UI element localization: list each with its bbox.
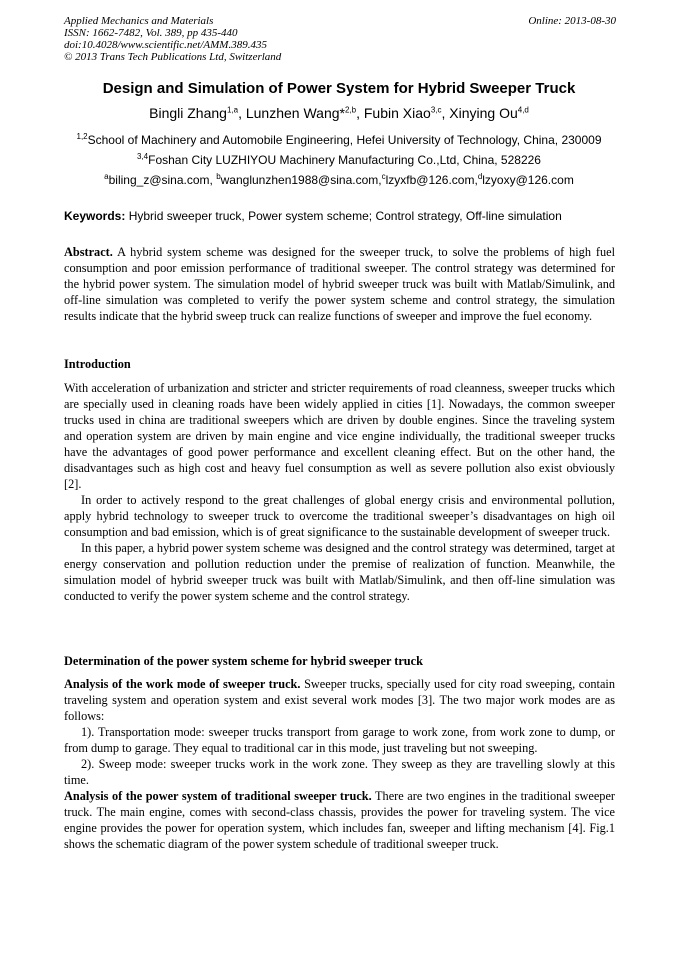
determination-body [64,676,615,852]
introduction-body [64,380,615,604]
paragraph: With acceleration of urbanization and stricter and stricter requirements of road cleanness, sweeper trucks which are specially used in cleaning roads have been widely applied in cities [1]. Nowadays, the common sweeper trucks used in china are traditional sweepers which are driven by double engines. Since the traveling system and operation system are driven by main engine and vice engine individually, the traditional sweeper trucks have the advantages of good power performance and excellent cleaning effect. But on the other hand, the disadvantages such as high cost and heavy fuel consumption as well as severe pollution also exist obviously [2]. [64,381,615,491]
paragraph: Analysis of the power system of traditional sweeper truck. There are two engines in the traditional sweeper truck. The main engine, comes with second-class chassis, provides the power for traveling system. The vice engine provides the power for operation system, which includes fan, sweeper and lifting mechanism [4]. Fig.1 shows the schematic diagram of the power system schedule of traditional sweeper truck. [64,789,616,851]
section-heading-introduction: Introduction [64,357,131,371]
email-list: $^a$biling_z@sina.com, $^b$wanglunzhen1988@sina.com,$^c$lzyxfb@126.com,$^d$lzyoxy@126.com [104,172,574,187]
paragraph: In this paper, a hybrid power system scheme was designed and the control strategy was determined, target at energy conservation and pollution reduction under the premise of realization of function. Meanwhile, the simulation model of hybrid sweeper truck was built with Matlab/Simulink, and then off-line simulation was conducted to verify the power system scheme and the control strategy. [64,541,615,603]
author: Fubin Xiao$^{3,c}$, [363,105,450,121]
journal-name: Applied Mechanics and Materials [64,15,214,27]
affiliation: $^{3,4}$Foshan City LUZHIYOU Machinery Manufacturing Co.,Ltd, China, 528226 [137,152,541,167]
abstract [64,244,615,324]
copyright-line: © 2013 Trans Tech Publications Ltd, Switzerland [64,51,282,63]
online-date: Online: 2013-08-30 [528,15,616,27]
list-item: 2). Sweep mode: sweeper trucks work in the work zone. They sweep as they are travelling slowly at this time. [64,757,615,787]
affiliation: $^{1,2}$School of Machinery and Automobile Engineering, Hefei University of Technology, China, 230009 [76,132,602,147]
paper-title: Design and Simulation of Power System for Hybrid Sweeper Truck [102,80,576,97]
paragraph: In order to actively respond to the great challenges of global energy crisis and environmental pollution, apply hybrid technology to sweeper truck to overcome the traditional sweeper’s disadvantages on high oil consumption and bad emission, which is of great significance to the sustainable development of sweeper truck. [64,493,615,539]
author: Bingli Zhang$^{1,a}$, [149,105,246,121]
paragraph: Analysis of the work mode of sweeper truck. Sweeper trucks, specially used for city road sweeping, contain traveling system and operation system and exist several work modes [3]. The two major work modes are as follows: [64,677,615,723]
doi-line: doi:10.4028/www.scientific.net/AMM.389.435 [64,39,267,51]
page-header [64,15,616,63]
author: Lunzhen Wang*$^{2,b}$, [245,105,364,121]
keywords-text: Hybrid sweeper truck, Power system scheme; Control strategy, Off-line simulation [128,209,562,223]
issn-line: ISSN: 1662-7482, Vol. 389, pp 435-440 [64,27,238,39]
keywords [64,209,562,223]
keywords-label: Keywords: [64,209,126,223]
abstract-label: Abstract. [64,245,113,259]
list-item: 1). Transportation mode: sweeper trucks transport from garage to work zone, from work zone to dump, or from dump to garage. They equal to traditional car in this mode, just traveling but not sweeping. [64,725,615,755]
section-heading-determination: Determination of the power system scheme for hybrid sweeper truck [64,654,423,668]
author: Xinying Ou$^{4,d}$ [449,105,529,121]
author-list [0,105,678,121]
subheading-work-mode: Analysis of the work mode of sweeper truck. [64,677,301,691]
abstract-text: A hybrid system scheme was designed for the sweeper truck, to solve the problems of high fuel consumption and poor emission performance of traditional sweeper. The control strategy was determined for the hybrid power system. The simulation model of hybrid sweeper truck was built with Matlab/Simulink, and off-line simulation was completed to verify the power system scheme and control strategy, the simulation results indicate that the hybrid sweep truck can realize functions of sweeper and improve the fuel economy. [64,245,615,323]
subheading-power-system: Analysis of the power system of traditional sweeper truck. [64,789,372,803]
